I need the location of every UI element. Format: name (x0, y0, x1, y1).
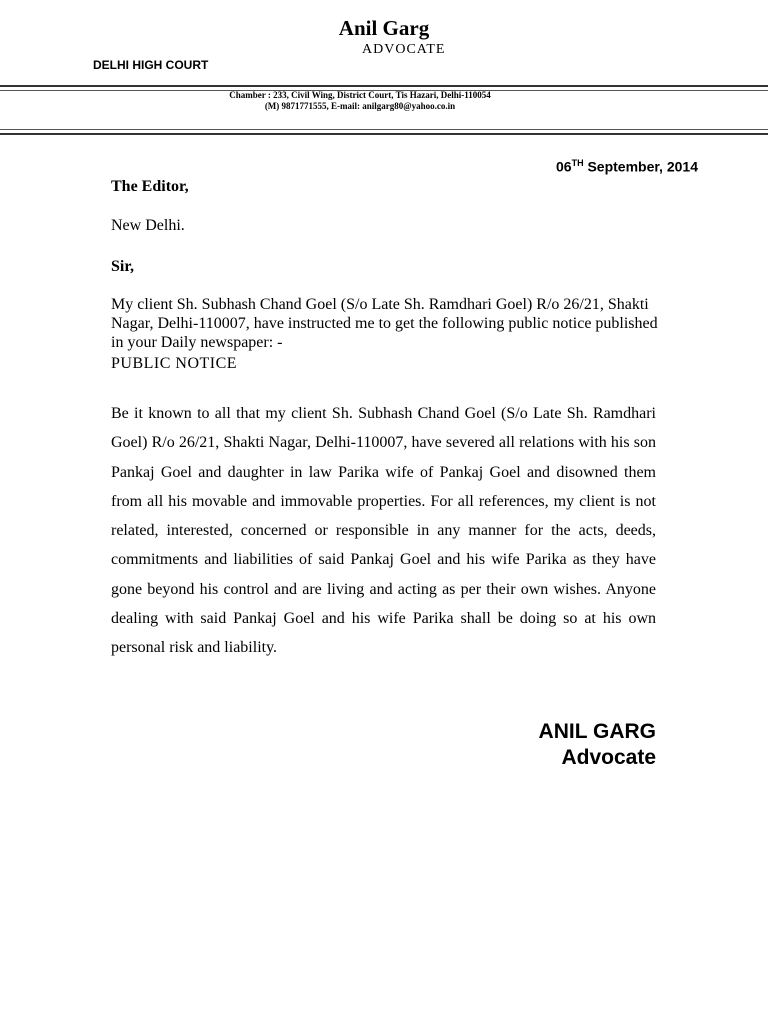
date-day: 06 (556, 158, 572, 175)
header-divider-top (0, 85, 768, 87)
salutation: Sir, (111, 258, 134, 275)
letterhead-address (0, 90, 720, 112)
address-line-1: Chamber : 233, Civil Wing, District Court, Tis Hazari, Delhi-110054 (229, 90, 491, 100)
address-line-2: (M) 9871771555, E-mail: anilgarg80@yahoo.co.in (264, 101, 456, 111)
header-divider-bottom-thin (0, 129, 768, 130)
letterhead-title: ADVOCATE (362, 42, 446, 57)
header-divider-bottom (0, 133, 768, 135)
date-suffix: TH (571, 158, 584, 168)
date-rest: September, 2014 (583, 158, 698, 175)
signature-title: Advocate (561, 746, 656, 769)
intro-paragraph: My client Sh. Subhash Chand Goel (S/o Late Sh. Ramdhari Goel) R/o 26/21, Shakti Nagar, Delhi-110007, have instructed me to get the following public notice published in your Daily newspaper: - (111, 296, 658, 351)
signature-name: ANIL GARG (538, 720, 656, 743)
notice-heading: PUBLIC NOTICE (111, 355, 238, 372)
letterhead-name: Anil Garg (338, 16, 430, 40)
letter-date (556, 158, 698, 175)
recipient: The Editor, (111, 178, 189, 195)
letterhead-court: DELHI HIGH COURT (93, 58, 209, 72)
notice-body: Be it known to all that my client Sh. Subhash Chand Goel (S/o Late Sh. Ramdhari Goel) R/o 26/21, Shakti Nagar, Delhi-110007, have severed all relations with his son Pankaj Goel and daughter in law Parika wife of Pankaj Goel and disowned them from all his movable and immovable properties. For all references, my client is not related, interested, concerned or responsible in any manner for the acts, deeds, commitments and liabilities of said Pankaj Goel and his wife Parika as they have gone beyond his control and are living and acting as per their own wishes. Anyone dealing with said Pankaj Goel and his wife Parika shall be doing so at his own personal risk and liability. (111, 405, 656, 657)
recipient-city: New Delhi. (111, 217, 185, 234)
